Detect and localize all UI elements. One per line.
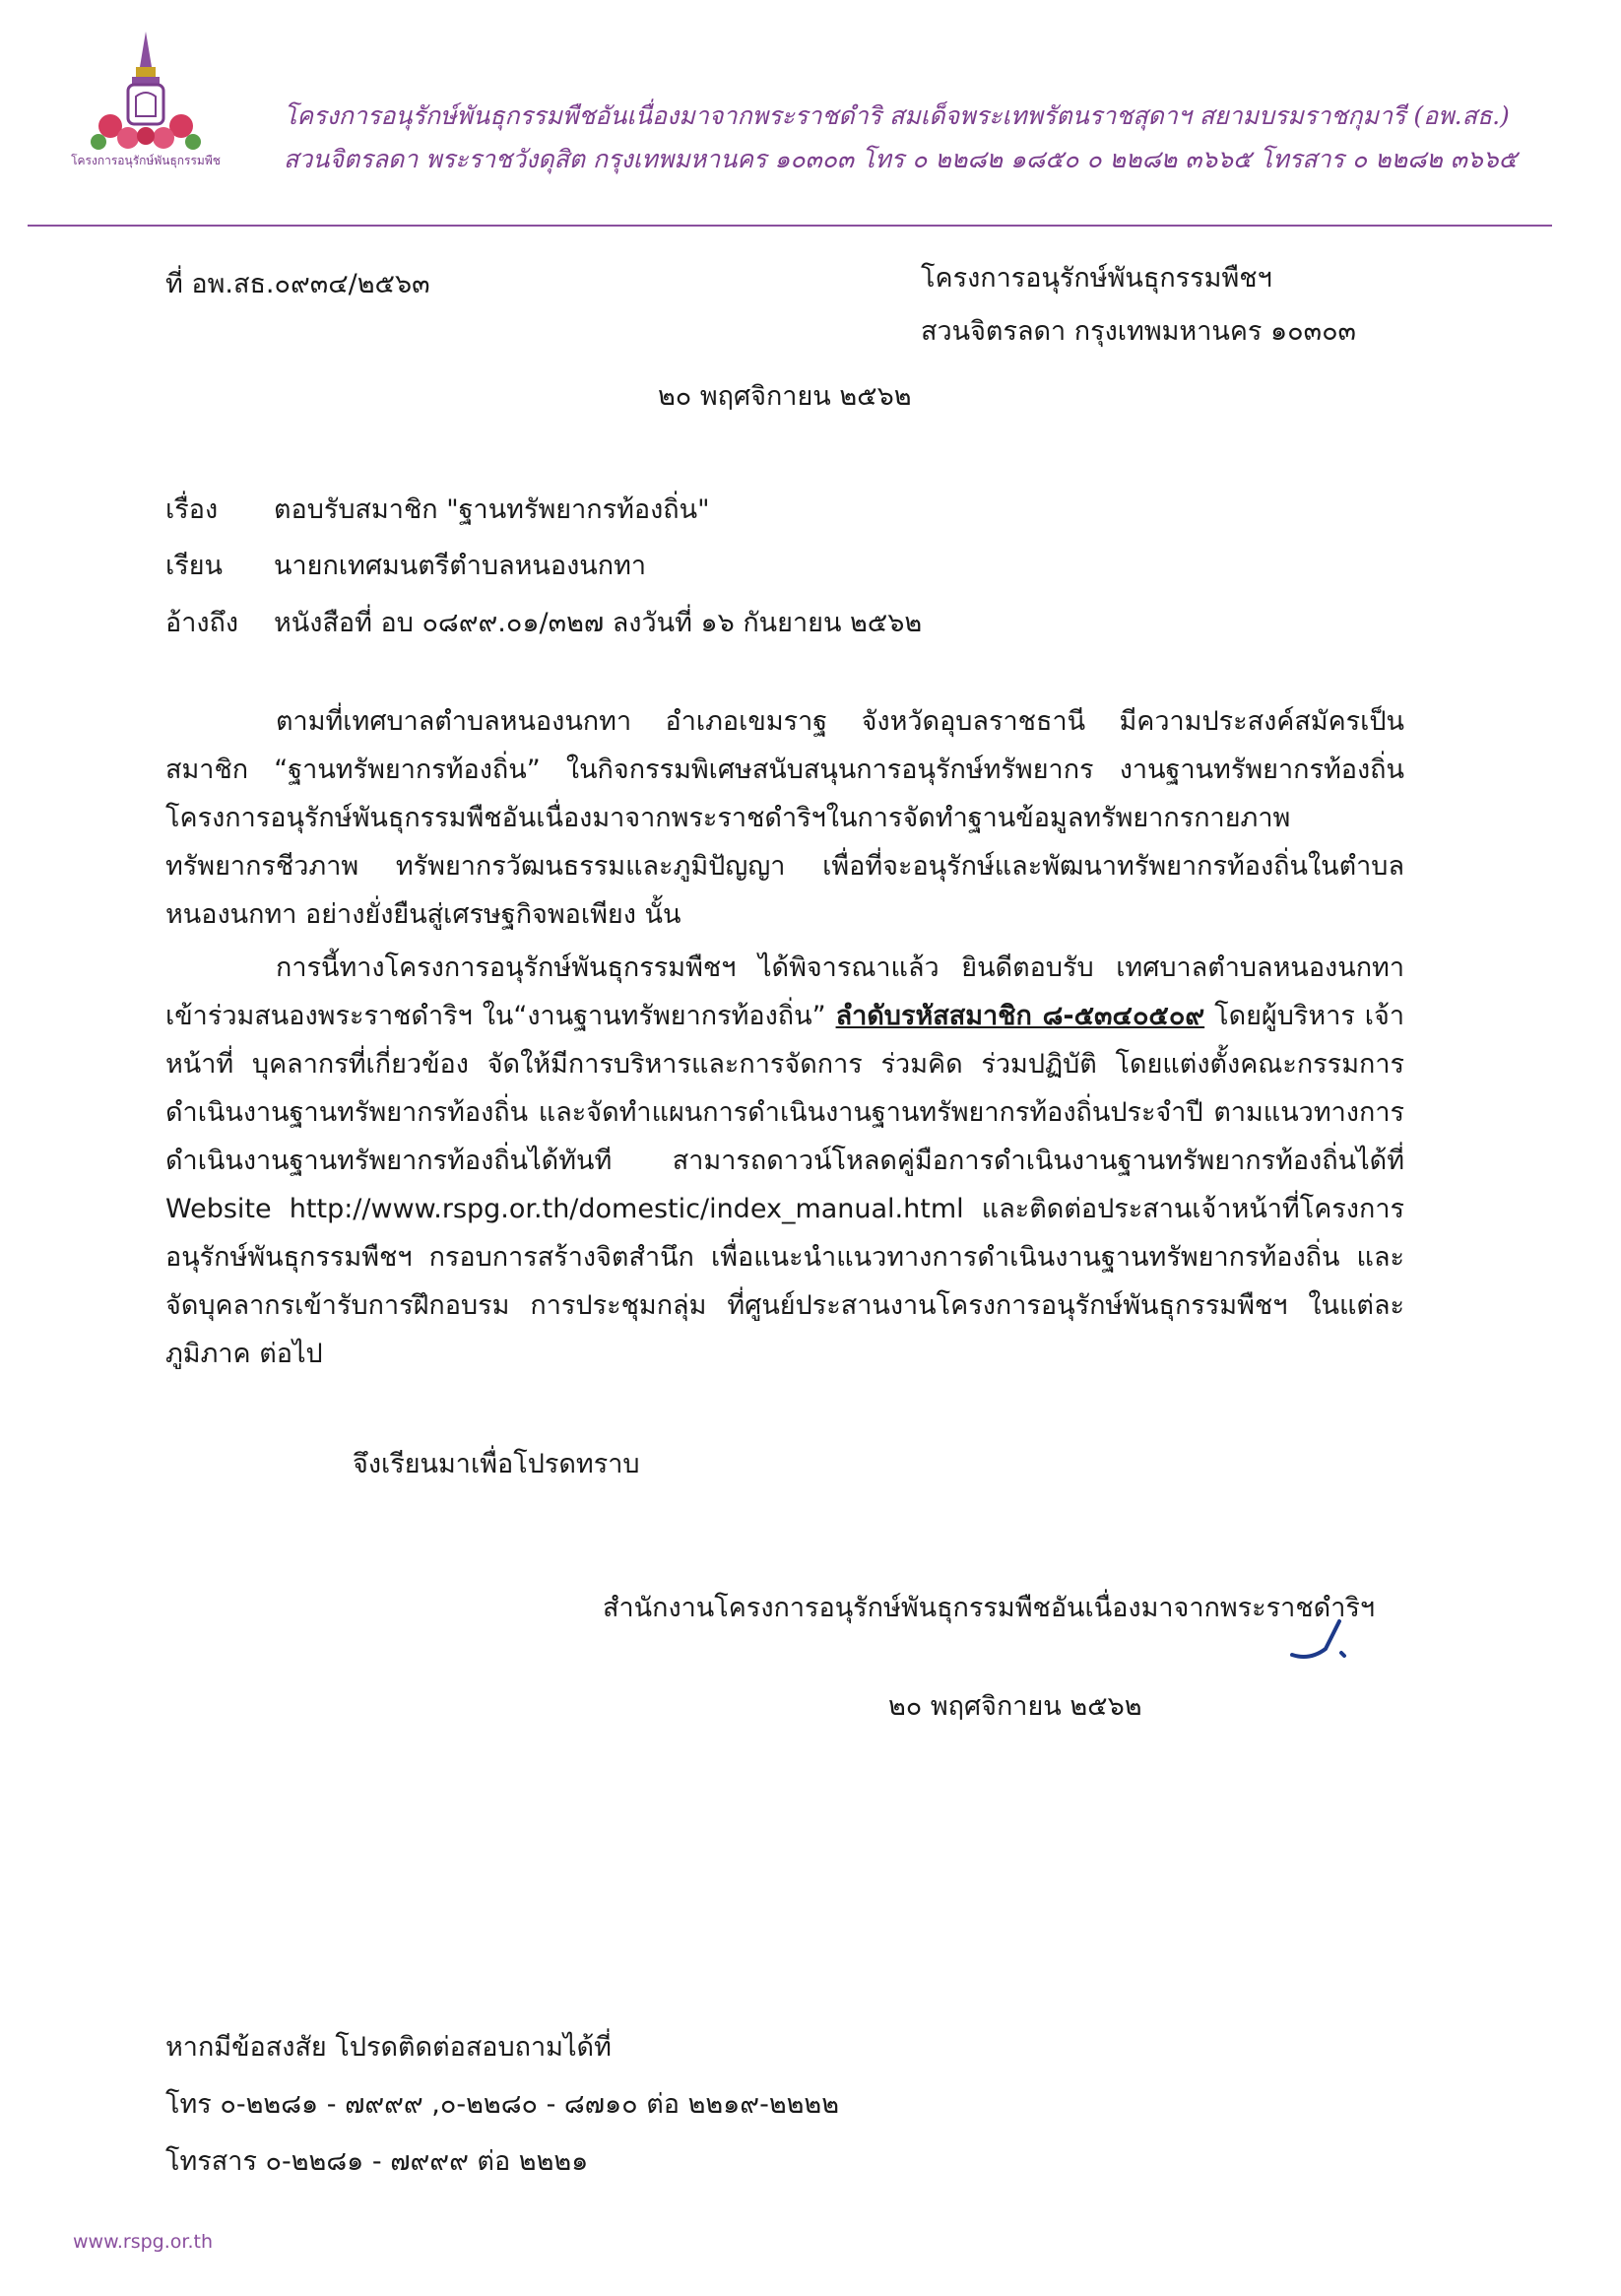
reference-document: หนังสือที่ อบ ๐๘๙๙.๐๑/๓๒๗ ลงวันที่ ๑๖ กันยายน ๒๕๖๒: [274, 608, 923, 638]
paragraph-2-intro: การนี้ทางโครงการอนุรักษ์พันธุกรรมพืชฯ ได้พิจารณาแล้ว ยินดีตอบรับ เทศบาลตำบลหนองนกทา เข้าร่วมสนองพระราชดำริฯ ใน“งานฐานทรัพยากรท้องถิ่น”: [165, 952, 1404, 1031]
letter-date: ๒๐ พฤศจิกายน ๒๕๖๒: [658, 381, 912, 412]
signatory-office: สำนักงานโครงการอนุรักษ์พันธุกรรมพืชอันเนื่องมาจากพระราชดำริฯ: [603, 1593, 1376, 1623]
sender-address: สวนจิตรลดา กรุงเทพมหานคร ๑๐๓๐๓: [921, 316, 1357, 347]
contact-note: หากมีข้อสงสัย โปรดติดต่อสอบถามได้ที่: [165, 2032, 612, 2063]
contact-fax: โทรสาร ๐-๒๒๘๑ - ๗๙๙๙ ต่อ ๒๒๒๑: [165, 2146, 589, 2177]
header-divider: [28, 225, 1552, 227]
member-code: ลำดับรหัสสมาชิก ๘-๕๓๔๐๕๐๙: [835, 1001, 1205, 1031]
letterhead-address: สวนจิตรลดา พระราชวังดุสิต กรุงเทพมหานคร ๑๐๓๐๓ โทร ๐ ๒๒๘๒ ๑๘๕๐ ๐ ๒๒๘๒ ๓๖๖๕ โทรสาร ๐ ๒๒๘๒ ๓๖๖๕: [284, 145, 1518, 173]
closing: จึงเรียนมาเพื่อโปรดทราบ: [353, 1449, 640, 1479]
recipient: นายกเทศมนตรีตำบลหนองนกทา: [274, 551, 647, 581]
subject: ตอบรับสมาชิก "ฐานทรัพยากรท้องถิ่น": [274, 494, 710, 525]
logo-caption: โครงการอนุรักษ์พันธุกรรมพืช: [71, 154, 221, 167]
sender-name: โครงการอนุรักษ์พันธุกรรมพืชฯ: [921, 263, 1272, 294]
signature-date: ๒๐ พฤศจิกายน ๒๕๖๒: [888, 1691, 1142, 1722]
contact-phone: โทร ๐-๒๒๘๑ - ๗๙๙๙ ,๐-๒๒๘๐ - ๘๗๑๐ ต่อ ๒๒๑๙-๒๒๒๒: [165, 2089, 840, 2120]
paragraph-2-body: โดยผู้บริหาร เจ้าหน้าที่ บุคลากรที่เกี่ยวข้อง จัดให้มีการบริหารและการจัดการ ร่วมคิด ร่วมปฏิบัติ โดยแต่งตั้งคณะกรรมการดำเนินงานฐานทรัพยากรท้องถิ่น และจัดทำแผนการดำเนินงานฐานทรัพยากรท้องถิ่นประจำปี ตามแนวทางการดำเนินงานฐานทรัพยากรท้องถิ่นได้ทันที สามารถดาวน์โหลดคู่มือการดำเนินงานฐานทรัพยากรท้องถิ่นได้ที่ Website http://www.rspg.or.th/domestic/index_manual.html และติดต่อประสานเจ้าหน้าที่โครงการอนุรักษ์พันธุกรรมพืชฯ กรอบการสร้างจิตสำนึก เพื่อแนะนำแนวทางการดำเนินงานฐานทรัพยากรท้องถิ่น และจัดบุคลากรเข้ารับการฝึกอบรม การประชุมกลุ่ม ที่ศูนย์ประสานงานโครงการอนุรักษ์พันธุกรรมพืชฯ ในแต่ละภูมิภาค ต่อไป: [165, 1001, 1405, 1369]
signature-mark: [1280, 1613, 1359, 1663]
subject-label: เรื่อง: [165, 494, 219, 525]
footer-website[interactable]: www.rspg.or.th: [73, 2231, 214, 2253]
letterhead-title: โครงการอนุรักษ์พันธุกรรมพืชอันเนื่องมาจากพระราชดำริ สมเด็จพระเทพรัตนราชสุดาฯ สยามบรมราชกุมารี (อพ.สธ.): [284, 101, 1510, 130]
reference-number: ที่ อพ.สธ.๐๙๓๔/๒๕๖๓: [165, 269, 430, 299]
reference-label: อ้างถึง: [165, 608, 239, 638]
body-paragraph-2: [165, 944, 1404, 1378]
body-paragraph-1: ตามที่เทศบาลตำบลหนองนกทา อำเภอเขมราฐ จังหวัดอุบลราชธานี มีความประสงค์สมัครเป็นสมาชิก “ฐานทรัพยากรท้องถิ่น” ในกิจกรรมพิเศษสนับสนุนการอนุรักษ์ทรัพยากร งานฐานทรัพยากรท้องถิ่น โครงการอนุรักษ์พันธุกรรมพืชอันเนื่องมาจากพระราชดำริฯในการจัดทำฐานข้อมูลทรัพยากรกายภาพ ทรัพยากรชีวภาพ ทรัพยากรวัฒนธรรมและภูมิปัญญา เพื่อที่จะอนุรักษ์และพัฒนาทรัพยากรท้องถิ่นในตำบลหนองนกทา อย่างยั่งยืนสู่เศรษฐกิจพอเพียง นั้น: [165, 706, 1404, 930]
recipient-label: เรียน: [165, 551, 224, 581]
